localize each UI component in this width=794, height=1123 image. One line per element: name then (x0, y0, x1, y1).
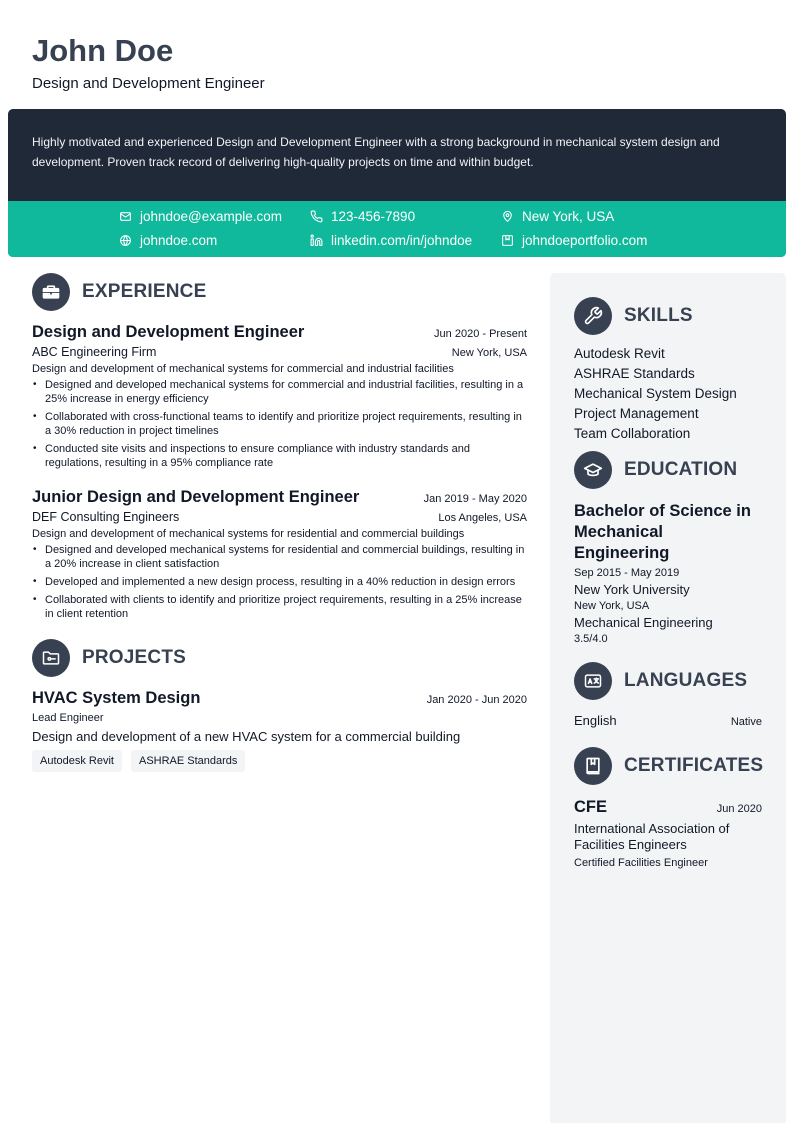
experience-entry (32, 488, 527, 621)
mail-icon (119, 210, 132, 223)
sidebar (550, 273, 786, 1123)
sidebar-content (574, 297, 762, 869)
education-school: New York University (574, 582, 690, 597)
job-description: Design and development of mechanical systems for commercial and industrial facilities (32, 363, 454, 375)
job-location: New York, USA (451, 347, 527, 359)
contact-website[interactable] (119, 233, 217, 248)
project-description: Design and development of a new HVAC system for a commercial building (32, 729, 461, 744)
job-bullets (32, 543, 527, 621)
project-name: HVAC System Design (32, 689, 201, 707)
job-title: Design and Development Engineer (32, 323, 305, 341)
globe-icon (119, 234, 132, 247)
project-dates: Jan 2020 - Jun 2020 (426, 694, 527, 706)
job-bullet: • Developed and implemented a new design process, resulting in a 40% reduction in design errors (32, 575, 527, 589)
contact-phone-text: 123-456-7890 (331, 209, 416, 224)
contact-email[interactable] (119, 209, 282, 224)
skill-item: ASHRAE Standards (574, 366, 695, 381)
experience-section-head (32, 273, 527, 311)
linkedin-icon (310, 234, 323, 247)
contact-location (501, 209, 614, 224)
project-tags (32, 750, 527, 772)
book-icon (574, 747, 612, 785)
certificate-issuer: International Association of Facilities Engineers (574, 821, 730, 852)
certificates-section-head (574, 747, 762, 785)
certificate-name: CFE (574, 798, 607, 816)
education-title: EDUCATION (624, 459, 738, 480)
contact-linkedin[interactable] (310, 233, 472, 248)
languages-section-head (574, 662, 762, 700)
contact-website-text: johndoe.com (140, 233, 218, 248)
education-location: New York, USA (574, 600, 650, 612)
contact-location-text: New York, USA (522, 209, 615, 224)
education-section-head (574, 451, 762, 489)
contact-band (8, 201, 786, 257)
portfolio-icon (501, 234, 514, 247)
folder-icon (32, 639, 70, 677)
map-pin-icon (501, 210, 514, 223)
skills-section-head (574, 297, 762, 335)
graduation-cap-icon (574, 451, 612, 489)
skill-item: Team Collaboration (574, 426, 691, 441)
project-entry (32, 689, 527, 772)
phone-icon (310, 210, 323, 223)
education-field: Mechanical Engineering (574, 615, 713, 630)
skills-title: SKILLS (624, 305, 693, 326)
main-column (32, 273, 527, 772)
job-bullet: • Collaborated with clients to identify and prioritize project requirements, resulting in a 25% increase in client retention (32, 593, 527, 621)
projects-section-head (32, 639, 527, 677)
contact-portfolio[interactable] (501, 233, 647, 248)
job-location: Los Angeles, USA (438, 512, 527, 524)
education-gpa: 3.5/4.0 (574, 633, 608, 645)
person-name: John Doe (32, 33, 174, 68)
company-name: DEF Consulting Engineers (32, 510, 180, 524)
skill-item: Project Management (574, 406, 699, 421)
company-name: ABC Engineering Firm (32, 345, 157, 359)
certificates-title: CERTIFICATES (624, 755, 764, 776)
experience-entry (32, 323, 527, 470)
person-headline: Design and Development Engineer (32, 75, 265, 92)
summary-band (8, 109, 786, 257)
projects-title: PROJECTS (82, 647, 187, 668)
certificate-title: Certified Facilities Engineer (574, 857, 708, 869)
contact-portfolio-text: johndoeportfolio.com (522, 233, 648, 248)
summary-text: Highly motivated and experienced Design and Development Engineer with a strong background in mechanical system design and development. Proven track record of delivering high-quality projects on time and within budget. (32, 135, 720, 169)
briefcase-icon (32, 273, 70, 311)
contact-phone[interactable] (310, 209, 415, 224)
job-description: Design and development of mechanical systems for residential and commercial buildings (32, 528, 465, 540)
language-level: Native (730, 716, 762, 728)
languages-title: LANGUAGES (624, 670, 748, 691)
certificate-date: Jun 2020 (716, 803, 762, 815)
job-dates: Jan 2019 - May 2020 (423, 493, 527, 505)
job-bullet: • Designed and developed mechanical systems for residential and commercial buildings, resulting in a 20% increase in client satisfaction (32, 543, 527, 571)
skill-item: Autodesk Revit (574, 346, 665, 361)
job-dates: Jun 2020 - Present (434, 328, 527, 340)
contact-email-text: johndoe@example.com (140, 209, 283, 224)
education-degree: Bachelor of Science in Mechanical Engineering (574, 502, 751, 562)
job-bullet: • Designed and developed mechanical systems for commercial and industrial facilities, resulting in a 25% increase in energy efficiency (32, 378, 527, 406)
job-bullets (32, 378, 527, 470)
translate-icon (574, 662, 612, 700)
language-name: English (574, 713, 617, 728)
skill-item: Mechanical System Design (574, 386, 737, 401)
skills-list (574, 344, 762, 444)
job-title: Junior Design and Development Engineer (32, 488, 360, 506)
project-role: Lead Engineer (32, 712, 104, 724)
language-row (574, 713, 762, 728)
certificate-row (574, 798, 762, 817)
project-tag: Autodesk Revit (32, 750, 122, 772)
contact-linkedin-text: linkedin.com/in/johndoe (331, 233, 473, 248)
experience-title: EXPERIENCE (82, 281, 207, 302)
job-bullet: • Conducted site visits and inspections to ensure compliance with industry standards and regulations, resulting in a 95% compliance rate (32, 442, 527, 470)
project-tag: ASHRAE Standards (131, 750, 245, 772)
wrench-icon (574, 297, 612, 335)
resume-header (32, 32, 265, 92)
education-dates: Sep 2015 - May 2019 (574, 567, 680, 579)
job-bullet: • Collaborated with cross-functional teams to identify and prioritize project requirements, resulting in a 30% reduction in project timelines (32, 410, 527, 438)
